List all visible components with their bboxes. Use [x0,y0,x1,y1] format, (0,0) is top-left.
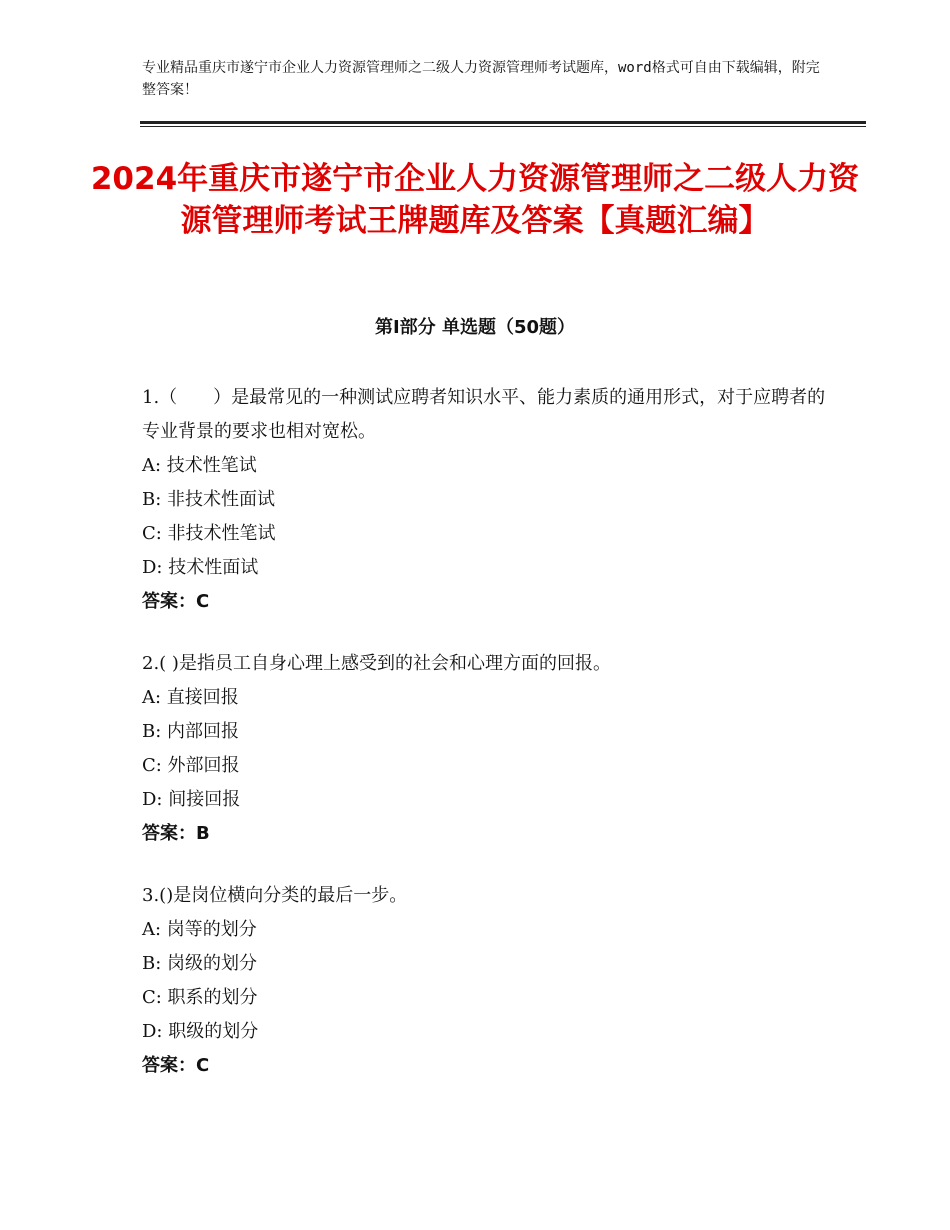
header-divider-thin [140,126,866,127]
option-d: D: 间接回报 [142,789,241,810]
option-a: A: 直接回报 [142,687,239,708]
question-2 [142,647,832,851]
question-3 [142,879,832,1083]
option-c: C: 非技术性笔试 [142,523,276,544]
option-a: A: 技术性笔试 [142,455,257,476]
option-b: B: 内部回报 [142,721,240,742]
document-title: 2024年重庆市遂宁市企业人力资源管理师之二级人力资源管理师考试王牌题库及答案【真题汇编】 [90,161,860,239]
option-d: D: 职级的划分 [142,1021,259,1042]
option-c: C: 职系的划分 [142,987,258,1008]
question-list [142,381,832,1111]
question-text: 2.( )是指员工自身心理上感受到的社会和心理方面的回报。 [142,653,611,674]
header-divider-thick [140,121,866,124]
section-heading: 第Ⅰ部分 单选题（50题） [374,317,575,338]
option-b: B: 非技术性面试 [142,489,276,510]
question-text: 1.（ ）是最常见的一种测试应聘者知识水平、能力素质的通用形式，对于应聘者的专业背景的要求也相对宽松。 [142,387,826,442]
option-c: C: 外部回报 [142,755,240,776]
question-text: 3.()是岗位横向分类的最后一步。 [142,885,408,906]
question-1 [142,381,832,619]
option-a: A: 岗等的划分 [142,919,257,940]
answer-label: 答案：C [142,1055,210,1076]
answer-label: 答案：B [142,823,210,844]
header-note: 专业精品重庆市遂宁市企业人力资源管理师之二级人力资源管理师考试题库，word格式可自由下载编辑，附完整答案！ [142,60,820,98]
answer-label: 答案：C [142,591,210,612]
option-d: D: 技术性面试 [142,557,259,578]
option-b: B: 岗级的划分 [142,953,258,974]
